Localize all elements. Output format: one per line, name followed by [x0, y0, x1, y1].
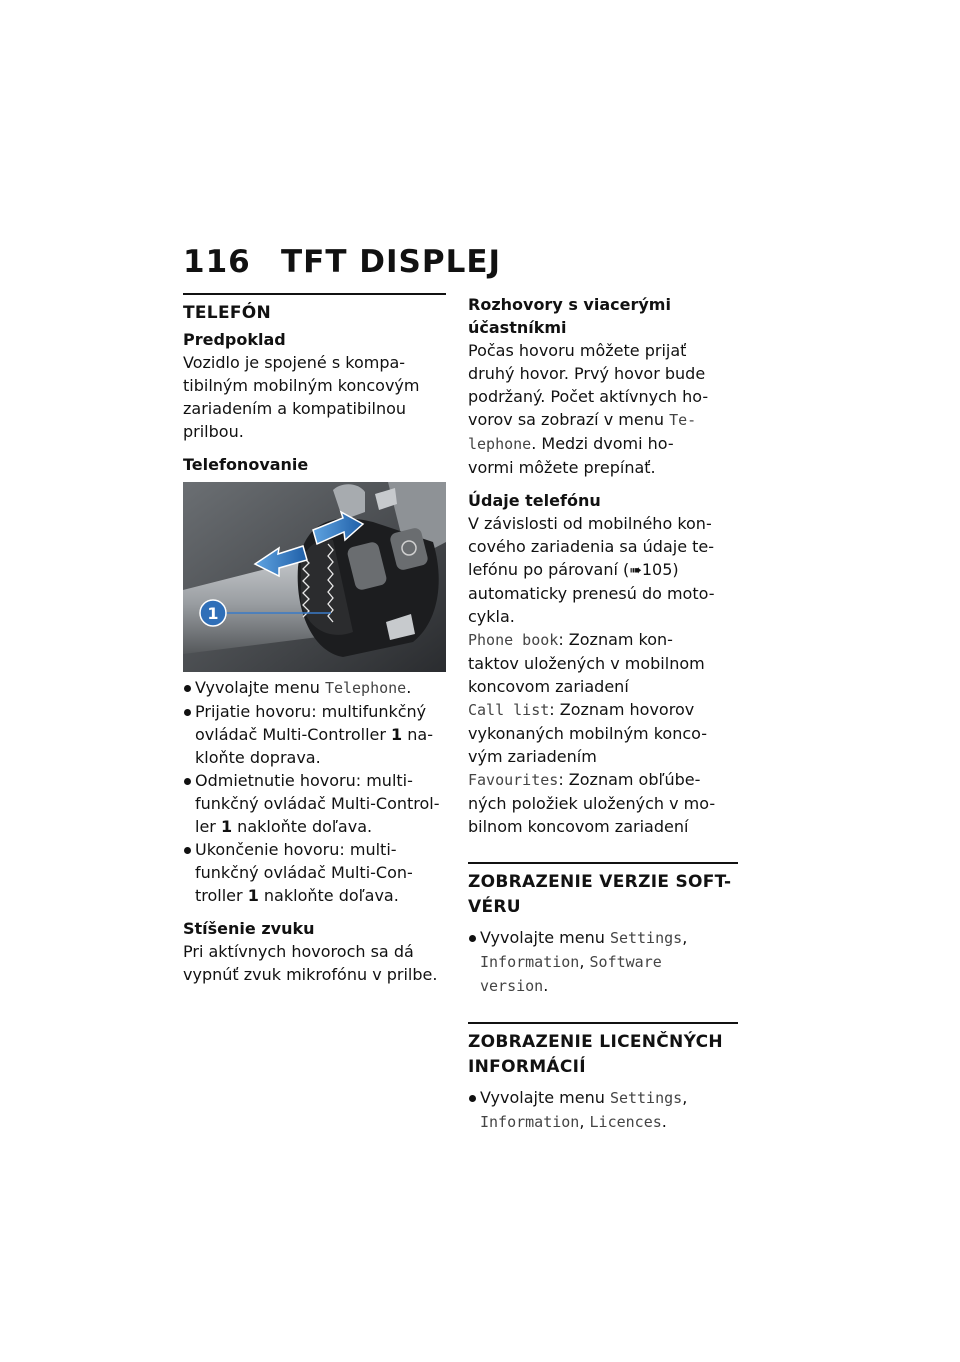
- page-reference[interactable]: 105: [641, 560, 673, 579]
- chapter-title: TFT DISPLEJ: [281, 244, 502, 280]
- favourites-entry: Favourites: Zoznam obľúbe- ných položiek uložených v mo- bilnom koncovom zariadení: [468, 770, 716, 836]
- phone-book-entry: Phone book: Zoznam kon- taktov uložených v mobilnom koncovom zariadení: [468, 630, 705, 696]
- bullet-reject-call: Odmietnutie hovoru: multi- funkčný ovládač Multi-Control- ler 1 nakloňte doľava.: [183, 769, 446, 838]
- left-column: TELEFÓN Predpoklad Vozidlo je spojené s kompa- tibilným mobilným koncovým zariadením a kompatibilnou prilbou. Telefonovanie 1 Vyvolajte menu Telephone. Prijatie hovoru: multifunkčný ovládač Multi-Controller 1 na- kloňte doprava. Odmietnutie hovoru: multi- funkčný ovládač Multi-Control- ler 1 nakloňte doľava. Ukončenie hovoru: multi- funkčný ovládač Multi-Con- troller 1 nakloňte doľava. Stíšenie zvuku Pri aktívnych hovoroch sa dá vypnúť zvuk mikrofónu v prilbe.: [183, 293, 446, 986]
- right-column: [468, 293, 738, 1134]
- page-reference-arrow-icon: ➠: [629, 561, 642, 579]
- bullet-end-call: Ukončenie hovoru: multi- funkčný ovládač Multi-Con- troller 1 nakloňte doľava.: [183, 838, 446, 907]
- subheading-predpoklad: Predpoklad: [183, 330, 286, 349]
- section-title-licences: ZOBRAZENIE LICENČNÝCH INFORMÁCIÍ: [468, 1032, 723, 1077]
- section-title-telefon: TELEFÓN: [183, 303, 272, 323]
- section-rule: [183, 293, 446, 295]
- figure-callout-label: 1: [207, 604, 219, 623]
- subheading-udaje: Údaje telefónu: [468, 491, 601, 510]
- handlebar-controller-figure: [183, 482, 446, 672]
- call-list-entry: Call list: Zoznam hovorov vykonaných mobilným konco- vým zariadením: [468, 700, 707, 766]
- page-number: 116: [183, 244, 251, 280]
- section-rule: [468, 1022, 738, 1024]
- bullet-telephone-menu: Vyvolajte menu Telephone.: [183, 676, 446, 700]
- bullet-accept-call: Prijatie hovoru: multifunkčný ovládač Multi-Controller 1 na- kloňte doprava.: [183, 700, 446, 769]
- bullet-software-version: Vyvolajte menu Settings, Information, Software version.: [468, 926, 738, 998]
- rozhovory-paragraph: Počas hovoru môžete prijať druhý hovor. Prvý hovor bude podržaný. Počet aktívnych ho- vorov sa zobrazí v menu Te- lephone. Medzi dvomi ho- vormi môžete prepínať.: [468, 341, 709, 477]
- udaje-paragraph: V závislosti od mobilného kon- cového zariadenia sa údaje te- lefónu po párovaní (➠105) automaticky prenesú do moto- cykla.: [468, 514, 715, 626]
- subheading-stisenie: Stíšenie zvuku: [183, 919, 315, 938]
- subheading-rozhovory: Rozhovory s viacerými účastníkmi: [468, 295, 671, 337]
- bullet-licences: Vyvolajte menu Settings, Information, Licences.: [468, 1086, 738, 1134]
- predpoklad-paragraph: Vozidlo je spojené s kompa- tibilným mobilným koncovým zariadením a kompatibilnou prilbou.: [183, 353, 420, 441]
- section-rule: [468, 862, 738, 864]
- section-title-software-version: ZOBRAZENIE VERZIE SOFT- VÉRU: [468, 872, 732, 917]
- subheading-telefonovanie: Telefonovanie: [183, 455, 309, 474]
- page-header: [183, 244, 501, 280]
